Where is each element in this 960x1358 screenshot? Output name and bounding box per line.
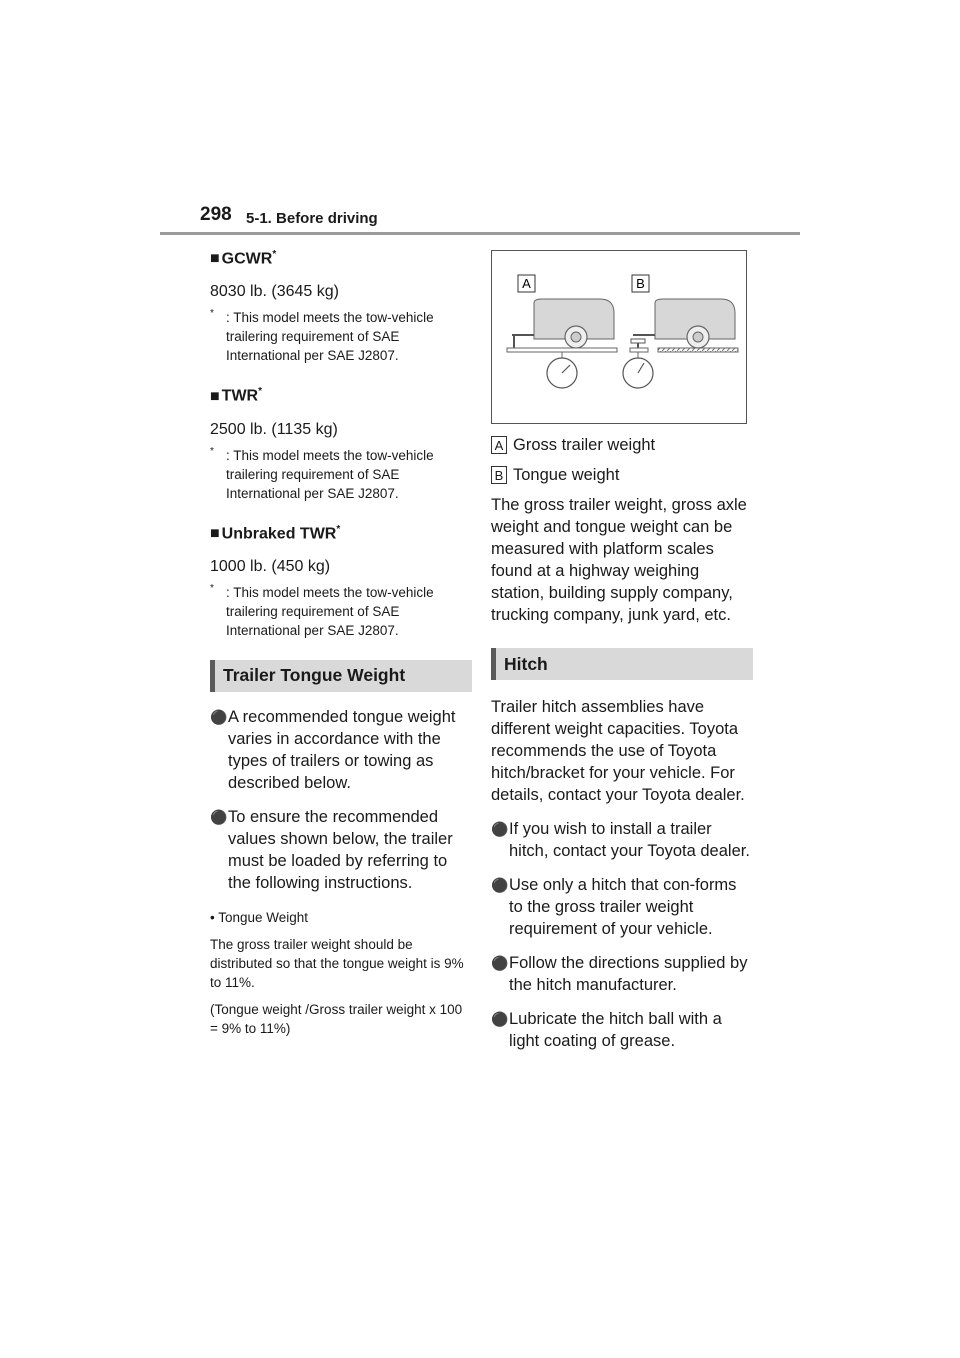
tongue-formula: (Tongue weight /Gross trailer weight x 100 = 9% to 11%) xyxy=(210,1001,463,1036)
bullet-icon: ⚫ xyxy=(210,808,228,825)
trailer-b-icon xyxy=(623,299,738,388)
bullet-icon: ⚫ xyxy=(210,708,228,725)
list-item: ⚫ To ensure the recommended values shown below, the trailer must be loaded by referring to the following instructions. xyxy=(210,807,453,892)
sub-item: • Tongue Weight xyxy=(210,909,309,925)
spec-gcwr xyxy=(210,244,472,365)
page-number: 298 xyxy=(200,204,232,225)
weighing-text: The gross trailer weight, gross axle weight and tongue weight can be measured with platform scales found at a highway weighing station, building supply company, trucking company, junk yard, etc. xyxy=(491,496,747,624)
spec-unbraked-twr xyxy=(210,519,472,640)
spec-value: 8030 lb. (3645 kg) xyxy=(210,283,339,301)
hitch-heading: Hitch xyxy=(491,648,753,680)
bullet-icon: ⚫ xyxy=(491,877,509,893)
list-item: ⚫ Lubricate the hitch ball with a light coating of grease. xyxy=(491,1010,722,1050)
weighing-illustration xyxy=(491,250,747,424)
hitch-intro: Trailer hitch assemblies have different weight capacities. Toyota recommends the use of Toyota hitch/bracket for your vehicle. For details, contact your Toyota dealer. xyxy=(491,698,745,804)
bullet-icon: ⚫ xyxy=(491,955,509,971)
section-title: 5-1. Before driving xyxy=(246,210,378,227)
trailer-scale-diagram xyxy=(492,251,746,423)
label-b: B xyxy=(636,276,645,291)
header-rule xyxy=(160,232,800,235)
list-item: ⚫ Follow the directions supplied by the hitch manufacturer. xyxy=(491,954,748,994)
caption-b: B Tongue weight xyxy=(491,464,753,486)
spec-heading: ■ Unbraked TWR* xyxy=(210,523,341,542)
bullet-icon: ⚫ xyxy=(491,821,509,837)
list-item: ⚫ If you wish to install a trailer hitch, contact your Toyota dealer. xyxy=(491,820,750,860)
caption-a: A Gross trailer weight xyxy=(491,434,753,456)
left-column xyxy=(210,244,472,1038)
square-icon: ■ xyxy=(210,524,220,542)
bullet-icon: ⚫ xyxy=(491,1011,509,1027)
list-item: ⚫ A recommended tongue weight varies in accordance with the types of trailers or towing as described below. xyxy=(210,707,456,792)
spec-heading: ■ GCWR* xyxy=(210,249,277,268)
spec-heading: ■ TWR* xyxy=(210,386,263,405)
footnote: * : This model meets the tow-vehicle trailering requirement of SAE International per SAE J2807. xyxy=(210,308,434,364)
spec-value: 2500 lb. (1135 kg) xyxy=(210,420,338,438)
footnote: * : This model meets the tow-vehicle trailering requirement of SAE International per SAE J2807. xyxy=(210,582,434,638)
right-column xyxy=(491,250,753,1052)
spec-twr xyxy=(210,381,472,502)
square-icon: ■ xyxy=(210,250,220,268)
spec-value: 1000 lb. (450 kg) xyxy=(210,557,331,575)
label-a: A xyxy=(522,276,531,291)
list-item: ⚫ Use only a hitch that con-forms to the gross trailer weight requirement of your vehicle. xyxy=(491,876,737,938)
square-icon: ■ xyxy=(210,387,220,405)
footnote: * : This model meets the tow-vehicle trailering requirement of SAE International per SAE J2807. xyxy=(210,445,434,501)
tongue-note: The gross trailer weight should be distributed so that the tongue weight is 9% to 11%. xyxy=(210,936,464,990)
tongue-weight-heading: Trailer Tongue Weight xyxy=(210,660,472,692)
trailer-a-icon xyxy=(507,299,617,388)
page-header xyxy=(200,204,800,234)
